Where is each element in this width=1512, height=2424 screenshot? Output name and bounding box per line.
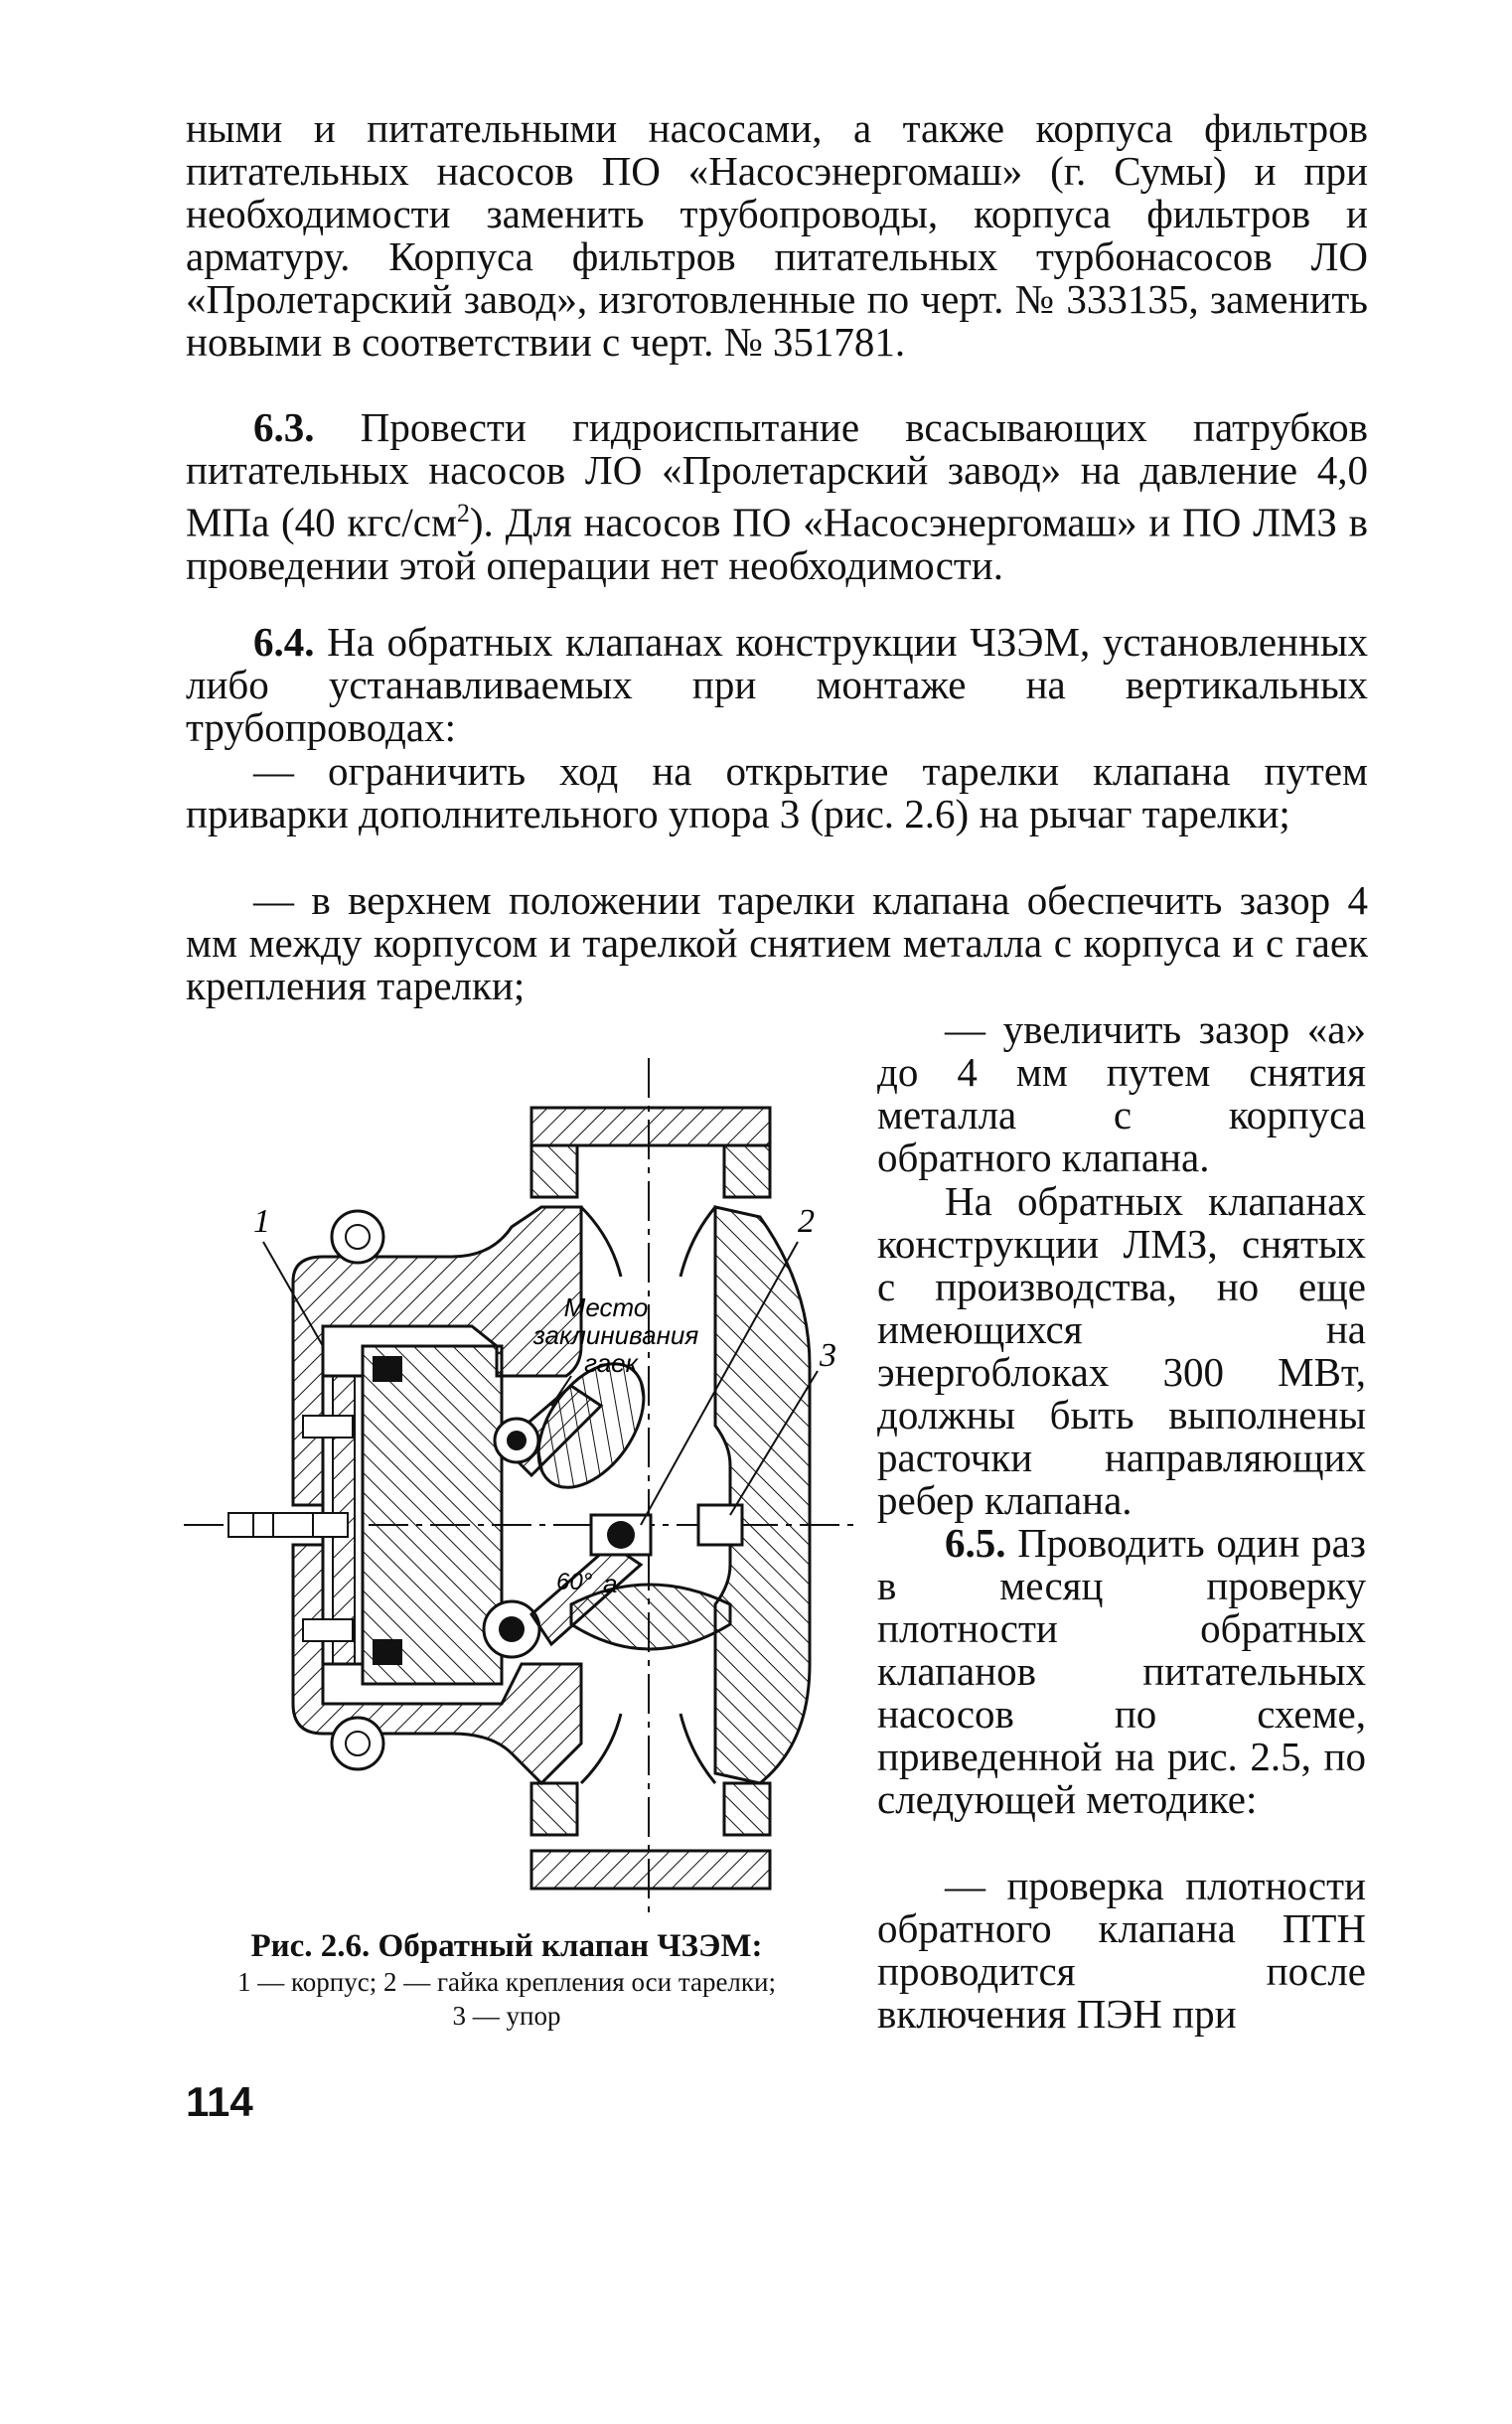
section-number: 6.5.	[945, 1520, 1006, 1566]
paragraph-6-3	[186, 406, 1368, 587]
stop-3	[698, 1505, 742, 1545]
paragraph-continuation	[186, 107, 1368, 364]
nut-bottom	[373, 1639, 402, 1665]
dash-item-3	[877, 1008, 1366, 1179]
paragraph-text: Проводить один раз в месяц проверку плотности обратных клапанов питательных насосов по схеме, приведенной на рис. 2.5, по следующей методике:	[877, 1520, 1366, 1822]
valve-disc-closed	[571, 1585, 730, 1649]
callout-2: 2	[798, 1203, 815, 1240]
caption-legend-line1: 1 — корпус; 2 — гайка крепления оси тарелки;	[237, 1967, 776, 1997]
dash-item-text: — увеличить зазор «а» до 4 мм путем снятия металла с корпуса обратного клапана.	[877, 1006, 1366, 1180]
figure-caption	[159, 1927, 854, 2033]
caption-title: Рис. 2.6. Обратный клапан ЧЗЭМ:	[250, 1928, 763, 1964]
paragraph-lmz	[877, 1180, 1366, 1522]
dash-item-text: — в верхнем положении тарелки клапана обеспечить зазор 4 мм между корпусом и тарелкой снятием металла с корпуса и с гаек крепления тарелки;	[186, 877, 1368, 1008]
paragraph-6-5	[877, 1522, 1366, 1821]
bottom-gasket-left	[531, 1783, 577, 1835]
dash-item-text: — проверка плотности обратного клапана ПТН проводится после включения ПЭН при	[877, 1863, 1366, 2037]
page-number: 114	[186, 2078, 253, 2125]
check-valve-drawing	[174, 1048, 869, 1922]
top-gasket-left	[531, 1145, 577, 1197]
section-number: 6.3.	[253, 404, 315, 450]
superscript: 2	[456, 499, 470, 528]
top-gasket-right	[724, 1145, 770, 1197]
section-number: 6.4.	[253, 619, 315, 665]
paragraph-6-4	[186, 621, 1368, 749]
paragraph-text: ). Для насосов ПО «Насосэнергомаш» и ПО ЛМЗ в проведении этой операции нет необходимости.	[186, 499, 1368, 588]
gap-label: a	[603, 1569, 618, 1598]
paragraph-text: На обратных клапанах конструкции ЧЗЭМ, установленных либо устанавливаемых при монтаже на вертикальных трубопроводах:	[186, 619, 1368, 750]
center-stud	[228, 1513, 348, 1537]
paragraph-text: ными и питательными насосами, а также корпуса фильтров питательных насосов ПО «Насосэнергомаш» (г. Сумы) и при необходимости заменить трубопроводы, корпуса фильтров и арматуру. Корпуса фильтров питательных турбонасосов ЛО «Пролетарский завод», изготовленные по черт. № 333135, заменить новыми в соответствии с черт. № 351781.	[186, 105, 1368, 365]
paragraph-text: На обратных клапанах конструкции ЛМЗ, снятых с производства, но еще имеющихся на энергоблоках 300 МВт, должны быть выполнены расточки направляющих ребер клапана.	[877, 1178, 1366, 1523]
note-label-line1: Место	[563, 1292, 649, 1322]
top-flange-ring	[531, 1108, 770, 1145]
callout-3: 3	[820, 1337, 836, 1374]
angle-label: 60°	[556, 1569, 593, 1595]
note-label-line3: гаек	[584, 1348, 638, 1378]
note-label-line2: заклинивания	[532, 1320, 699, 1350]
callout-1: 1	[253, 1203, 270, 1240]
dash-item-2	[186, 879, 1368, 1007]
paragraph-text: Провести гидроиспытание всасывающих патрубков питательных насосов ЛО «Пролетарский завод» на давление 4,0 МПа (40 кгс/см	[186, 404, 1368, 545]
dash-item-1	[186, 750, 1368, 835]
nut-top	[373, 1356, 402, 1382]
valve-body-right	[715, 1207, 810, 1783]
cover-plate	[363, 1346, 502, 1684]
bottom-flange-ring	[531, 1851, 770, 1889]
dash-item-4	[877, 1865, 1366, 2036]
bottom-gasket-right	[724, 1783, 770, 1835]
bolt-bottom	[303, 1619, 353, 1641]
caption-legend-line2: 3 — упор	[452, 2001, 561, 2031]
bolt-top	[303, 1416, 353, 1438]
dash-item-text: — ограничить ход на открытие тарелки клапана путем приварки дополнительного упора 3 (рис. 2.6) на рычаг тарелки;	[186, 748, 1368, 836]
